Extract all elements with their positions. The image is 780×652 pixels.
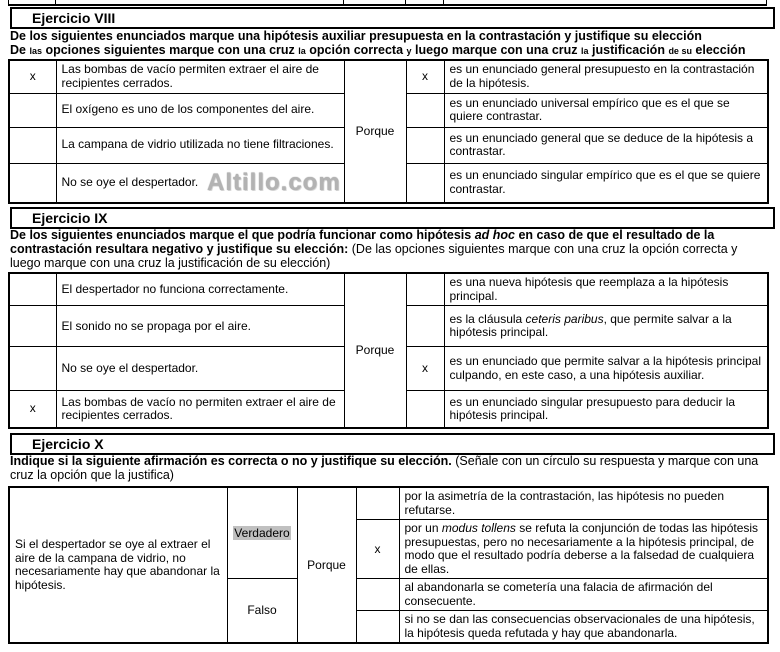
ex8-justification-mark-1[interactable]: x [406, 60, 444, 93]
ex10-intro-normal: (Señale con un círculo su respuesta y marque con una cruz la opción que la justifica) [10, 453, 759, 482]
ex8-justification-3: es un enunciado general que se deduce de la hipótesis a contrastar. [444, 127, 768, 163]
ex8-justification-4: es un enunciado singular empírico que es el que se quiere contrastar. [444, 163, 768, 203]
ex9-justification-mark-3[interactable]: x [406, 347, 444, 391]
ex9-table [8, 272, 769, 429]
ex9-header-box [10, 207, 775, 229]
ex10-justification-mark-4[interactable] [356, 611, 399, 644]
stub-cell [343, 0, 405, 6]
ex10-row-1 [9, 487, 768, 520]
ex9-justification-mark-4[interactable] [406, 391, 444, 428]
stub-cell [405, 0, 443, 6]
ex9-option-mark-1[interactable] [9, 273, 56, 306]
ex9-row-1 [9, 273, 768, 306]
ex9-justification-mark-1[interactable] [406, 273, 444, 306]
ex9-option-mark-3[interactable] [9, 347, 56, 391]
ex9-justification-3: es un enunciado que permite salvar a la hipótesis principal culpando, en este caso, a una hipótesis auxiliar. [444, 347, 768, 391]
ex9-option-mark-2[interactable] [9, 306, 56, 347]
ex10-statement-cell: Si el despertador se oye al extraer el aire de la campana de vidrio, no necesariamente hay que abandonar la hipótesis. [9, 487, 227, 643]
ex10-justification-1: por la asimetría de la contrastación, las hipótesis no pueden refutarse. [399, 487, 768, 520]
ex8-intro-line1: De los siguientes enunciados marque una hipótesis auxiliar presupuesta en la contrastación y justifique su elección [10, 29, 702, 43]
ex10-intro [10, 455, 762, 483]
ex9-intro [10, 229, 762, 270]
ex9-statement-4: Las bombas de vacío no permiten extraer el aire de recipientes cerrados. [56, 391, 344, 428]
ex9-porque-cell: Porque [344, 273, 406, 428]
ex9-justification-4: es un enunciado singular presupuesto para deducir la hipótesis principal. [444, 391, 768, 428]
ex10-intro-bold: Indique si la siguiente afirmación es correcta o no y justifique su elección. [10, 453, 452, 468]
ex10-title: Ejercicio X [32, 435, 104, 452]
ex8-justification-mark-4[interactable] [406, 163, 444, 203]
ex10-header-box [10, 433, 775, 455]
ex8-justification-mark-3[interactable] [406, 127, 444, 163]
ex8-statement-1: Las bombas de vacío permiten extraer el aire de recipientes cerrados. [56, 60, 344, 93]
ex8-intro-line2: De las opciones siguientes marque con una cruz la opción correcta y luego marque con una cruz la justificación de su elección [10, 43, 746, 57]
ex10-option-verdadero[interactable] [227, 487, 297, 579]
stub-cell [8, 0, 55, 6]
altillo-watermark: Altillo.com [207, 169, 341, 196]
ex8-option-mark-3[interactable] [9, 127, 56, 163]
ex8-statement-2: El oxígeno es uno de los componentes del aire. [56, 93, 344, 127]
ex10-justification-2: por un modus tollens se refuta la conjunción de todas las hipótesis presupuestas, pero no necesariamente a la hipótesis principal, de modo que el resultado podría deberse a la falsedad de cualquiera de ellas. [399, 520, 768, 579]
ex9-option-mark-4[interactable]: x [9, 391, 56, 428]
ex8-porque-cell: Porque [344, 60, 406, 203]
ex10-justification-3: al abandonarla se cometería una falacia de afirmación del consecuente. [399, 579, 768, 611]
ex8-justification-mark-2[interactable] [406, 93, 444, 127]
ex9-justification-mark-2[interactable] [406, 306, 444, 347]
stub-cell [55, 0, 343, 6]
ex8-table [8, 59, 769, 204]
ex10-justification-mark-1[interactable] [356, 487, 399, 520]
ex10-table [8, 486, 769, 644]
ex8-statement-4: No se oye el despertador. [56, 163, 344, 203]
ex9-justification-2: es la cláusula ceteris paribus, que permite salvar a la hipótesis principal. [444, 306, 768, 347]
ex9-statement-1: El despertador no funciona correctamente. [56, 273, 344, 306]
ex9-justification-1: es una nueva hipótesis que reemplaza a la hipótesis principal. [444, 273, 768, 306]
ex8-statement-3: La campana de vidrio utilizada no tiene filtraciones. [56, 127, 344, 163]
ex9-statement-3: No se oye el despertador. [56, 347, 344, 391]
falso-label: Falso [247, 603, 277, 618]
ex8-justification-1: es un enunciado general presupuesto en la contrastación de la hipótesis. [444, 60, 768, 93]
verdadero-label: Verdadero [234, 525, 290, 540]
previous-table-stub [8, 0, 767, 6]
ex8-header-box [10, 7, 775, 29]
ex8-option-mark-1[interactable]: x [9, 60, 56, 93]
ex8-row-1 [9, 60, 768, 93]
ex10-justification-4: si no se dan las consecuencias observacionales de una hipótesis, la hipótesis queda refutada y hay que abandonarla. [399, 611, 768, 644]
ex10-justification-mark-3[interactable] [356, 579, 399, 611]
ex8-justification-2: es un enunciado universal empírico que es el que se quiere contrastar. [444, 93, 768, 127]
ex8-option-mark-4[interactable] [9, 163, 56, 203]
ex9-title: Ejercicio IX [32, 210, 108, 226]
ex9-intro-bold: De los siguientes enunciados marque el que podría funcionar como hipótesis ad hoc en caso de que el resultado de la contrastación resultara negativo y justifique su elección: [10, 228, 715, 256]
stub-cell [443, 0, 767, 6]
ex10-justification-mark-2[interactable]: x [356, 520, 399, 579]
ex10-porque-cell: Porque [297, 487, 356, 643]
ex9-statement-2: El sonido no se propaga por el aire. [56, 306, 344, 347]
ex8-option-mark-2[interactable] [9, 93, 56, 127]
ex10-option-falso[interactable] [227, 579, 297, 644]
ex9-intro-normal: (De las opciones siguientes marque con una cruz la opción correcta y luego marque con una cruz la justificación de su elección) [10, 241, 738, 270]
ex8-title: Ejercicio VIII [32, 10, 116, 26]
